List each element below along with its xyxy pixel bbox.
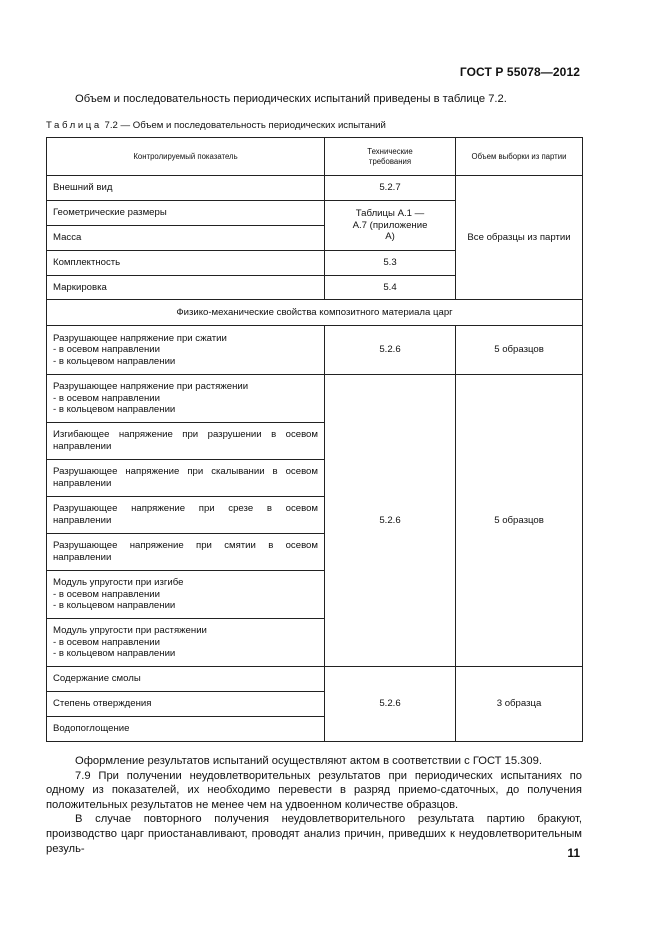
requirement-cell: 5.2.7 [325, 176, 456, 201]
intro-paragraph: Объем и последовательность периодических испытаний приведены в таблице 7.2. [75, 93, 507, 105]
table-row [47, 375, 583, 423]
requirement-cell: 5.2.6 [325, 326, 456, 375]
document-header: ГОСТ Р 55078—2012 [459, 65, 580, 79]
indicator-cell: Водопоглощение [47, 717, 325, 742]
caption-prefix: Таблица [46, 120, 102, 131]
table-header-row [47, 138, 583, 176]
table-row [47, 326, 583, 375]
requirement-cell: 5.4 [325, 276, 456, 300]
paragraph-results: Оформление результатов испытаний осуществляют актом в соответствии с ГОСТ 15.309. [75, 755, 542, 767]
page-number: 11 [567, 846, 580, 860]
caption-text: 7.2 — Объем и последовательность периодических испытаний [101, 120, 386, 131]
header-requirements: Технические требования [325, 138, 456, 176]
indicator-cell: Масса [47, 226, 325, 251]
body-text [46, 754, 582, 856]
paragraph-repeat-failure: В случае повторного получения неудовлетворительного результата партию бракуют, производство царг приостанавливают, проводят анализ причин, приведших к неудовлетворительным резуль- [46, 813, 582, 855]
periodic-tests-table [46, 137, 583, 742]
sample-cell: 5 образцов [456, 326, 583, 375]
requirement-cell: 5.2.6 [325, 375, 456, 667]
section-title: Физико-механические свойства композитного материала царг [47, 300, 583, 326]
indicator-cell: Содержание смолы [47, 667, 325, 692]
requirement-cell: 5.3 [325, 251, 456, 276]
header-sample-size: Объем выборки из партии [456, 138, 583, 176]
indicator-cell: Степень отверждения [47, 692, 325, 717]
indicator-cell: Разрушающее напряжение при смятии в осевом направлении [47, 534, 325, 571]
header-indicator: Контролируемый показатель [47, 138, 325, 176]
indicator-cell: Маркировка [47, 276, 325, 300]
table-caption [46, 120, 386, 131]
table-row [47, 176, 583, 201]
indicator-cell: Разрушающее напряжение при срезе в осевом направлении [47, 497, 325, 534]
indicator-cell: Разрушающее напряжение при растяжении - в осевом направлении - в кольцевом направлении [47, 375, 325, 423]
table-row [47, 667, 583, 692]
requirement-cell: 5.2.6 [325, 667, 456, 742]
sample-cell: 5 образцов [456, 375, 583, 667]
indicator-cell: Разрушающее напряжение при скалывании в осевом направлении [47, 460, 325, 497]
indicator-cell: Комплектность [47, 251, 325, 276]
indicator-cell: Разрушающее напряжение при сжатии - в осевом направлении - в кольцевом направлении [47, 326, 325, 375]
paragraph-7-9: 7.9 При получении неудовлетворительных результатов при периодических испытаниях по одному из показателей, их необходимо перевести в разряд приемо-сдаточных, до получения положительных результатов не менее чем на удвоенном количестве образцов. [46, 769, 582, 811]
section-row [47, 300, 583, 326]
sample-cell: 3 образца [456, 667, 583, 742]
indicator-cell: Изгибающее напряжение при разрушении в осевом направлении [47, 423, 325, 460]
indicator-cell: Геометрические размеры [47, 201, 325, 226]
indicator-cell: Внешний вид [47, 176, 325, 201]
requirement-cell: Таблицы А.1 — А.7 (приложение А) [325, 201, 456, 251]
indicator-cell: Модуль упругости при растяжении - в осевом направлении - в кольцевом направлении [47, 619, 325, 667]
sample-cell: Все образцы из партии [456, 176, 583, 300]
indicator-cell: Модуль упругости при изгибе - в осевом направлении - в кольцевом направлении [47, 571, 325, 619]
